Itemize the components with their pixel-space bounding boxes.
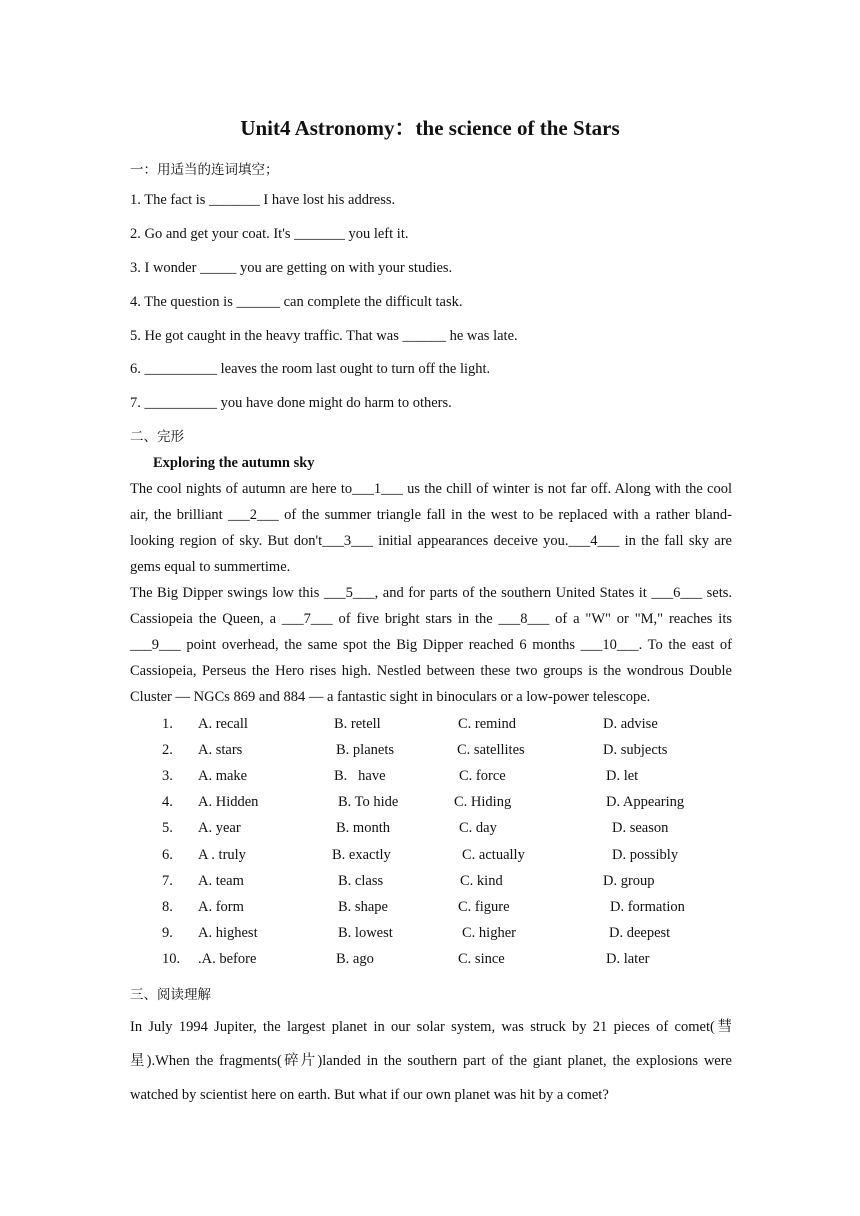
option-row: [0, 740, 860, 760]
option-row: [0, 845, 860, 865]
option-c: C. remind: [458, 716, 516, 732]
option-b: B. lowest: [338, 925, 393, 941]
option-b: B. planets: [336, 742, 394, 758]
option-row: [0, 818, 860, 838]
option-a: A. highest: [198, 925, 258, 941]
option-number: 1.: [162, 716, 173, 732]
option-d: D. let: [606, 768, 639, 784]
question-7: 7. __________ you have done might do harm to others.: [130, 395, 452, 411]
question-2: 2. Go and get your coat. It's _______ you left it.: [130, 226, 409, 242]
option-c: C. satellites: [457, 742, 525, 758]
cloze-paragraph-1: The cool nights of autumn are here to___1___ us the chill of winter is not far off. Along with the cool air, the brilliant ___2___ of the summer triangle fall in the west to be replaced with a rather bland-looking region of sky. But don't___3___ initial appearances deceive you.___4___ in the fall sky are gems equal to summertime.: [130, 481, 732, 575]
option-row: [0, 897, 860, 917]
option-a: .A. before: [198, 951, 257, 967]
option-number: 5.: [162, 820, 173, 836]
option-c: C. kind: [460, 873, 503, 889]
option-number: 4.: [162, 794, 173, 810]
question-4: 4. The question is ______ can complete the difficult task.: [130, 294, 463, 310]
option-row: [0, 766, 860, 786]
option-d: D. season: [612, 820, 669, 836]
option-b: B. exactly: [332, 847, 391, 863]
option-b: B. retell: [334, 716, 381, 732]
option-c: C. higher: [462, 925, 516, 941]
option-b: B. month: [336, 820, 390, 836]
option-c: C. since: [458, 951, 505, 967]
option-number: 9.: [162, 925, 173, 941]
option-c: C. Hiding: [454, 794, 512, 810]
option-a: A. team: [198, 873, 244, 889]
option-d: D. Appearing: [606, 794, 685, 810]
option-number: 6.: [162, 847, 173, 863]
reading-paragraph: In July 1994 Jupiter, the largest planet in our solar system, was struck by 21 pieces of comet(彗星).When the fragments(碎片)landed in the southern part of the giant planet, the explosions were watched by scientist here on earth. But what if our own planet was hit by a comet?: [130, 1019, 732, 1103]
option-b: B. have: [334, 768, 386, 784]
option-row: [0, 949, 860, 969]
option-number: 7.: [162, 873, 173, 889]
option-a: A. year: [198, 820, 241, 836]
section-1-heading: 一：用适当的连词填空；: [130, 162, 279, 178]
option-b: B. To hide: [338, 794, 399, 810]
option-a: A. stars: [198, 742, 243, 758]
option-c: C. day: [459, 820, 497, 836]
question-6: 6. __________ leaves the room last ought to turn off the light.: [130, 361, 491, 377]
option-number: 10.: [162, 951, 181, 967]
option-a: A. recall: [198, 716, 248, 732]
option-c: C. figure: [458, 899, 510, 915]
option-d: D. later: [606, 951, 650, 967]
cloze-paragraph-2: The Big Dipper swings low this ___5___, and for parts of the southern United States it ___6___ sets. Cassiopeia the Queen, a ___7___ of five bright stars in the ___8___ of a "W" or "M," reaches its ___9___ point overhead, the same spot the Big Dipper reached 6 months ___10___. To the east of Cassiopeia, Perseus the Hero rises high. Nestled between these two groups is the wondrous Double Cluster — NGCs 869 and 884 — a fantastic sight in binoculars or a low-power telescope.: [130, 585, 732, 705]
option-number: 2.: [162, 742, 173, 758]
option-d: D. formation: [610, 899, 685, 915]
option-a: A . truly: [198, 847, 246, 863]
option-d: D. subjects: [603, 742, 668, 758]
option-d: D. group: [603, 873, 655, 889]
option-row: [0, 792, 860, 812]
option-a: A. make: [198, 768, 248, 784]
option-c: C. actually: [462, 847, 525, 863]
passage-subtitle: Exploring the autumn sky: [153, 455, 315, 471]
option-number: 8.: [162, 899, 173, 915]
question-5: 5. He got caught in the heavy traffic. That was ______ he was late.: [130, 328, 518, 344]
question-3: 3. I wonder _____ you are getting on with your studies.: [130, 260, 453, 276]
option-row: [0, 871, 860, 891]
option-d: D. possibly: [612, 847, 679, 863]
option-c: C. force: [459, 768, 506, 784]
option-d: D. deepest: [609, 925, 671, 941]
option-b: B. class: [338, 873, 384, 889]
option-b: B. ago: [336, 951, 374, 967]
page-title: Unit4 Astronomy：the science of the Stars: [240, 116, 620, 140]
question-1: 1. The fact is _______ I have lost his address.: [130, 192, 396, 208]
option-a: A. form: [198, 899, 244, 915]
option-a: A. Hidden: [198, 794, 259, 810]
option-b: B. shape: [338, 899, 388, 915]
section-2-heading: 二、完形: [130, 429, 184, 445]
option-row: [0, 714, 860, 734]
option-d: D. advise: [603, 716, 658, 732]
option-row: [0, 923, 860, 943]
option-number: 3.: [162, 768, 173, 784]
section-3-heading: 三、阅读理解: [130, 987, 211, 1003]
